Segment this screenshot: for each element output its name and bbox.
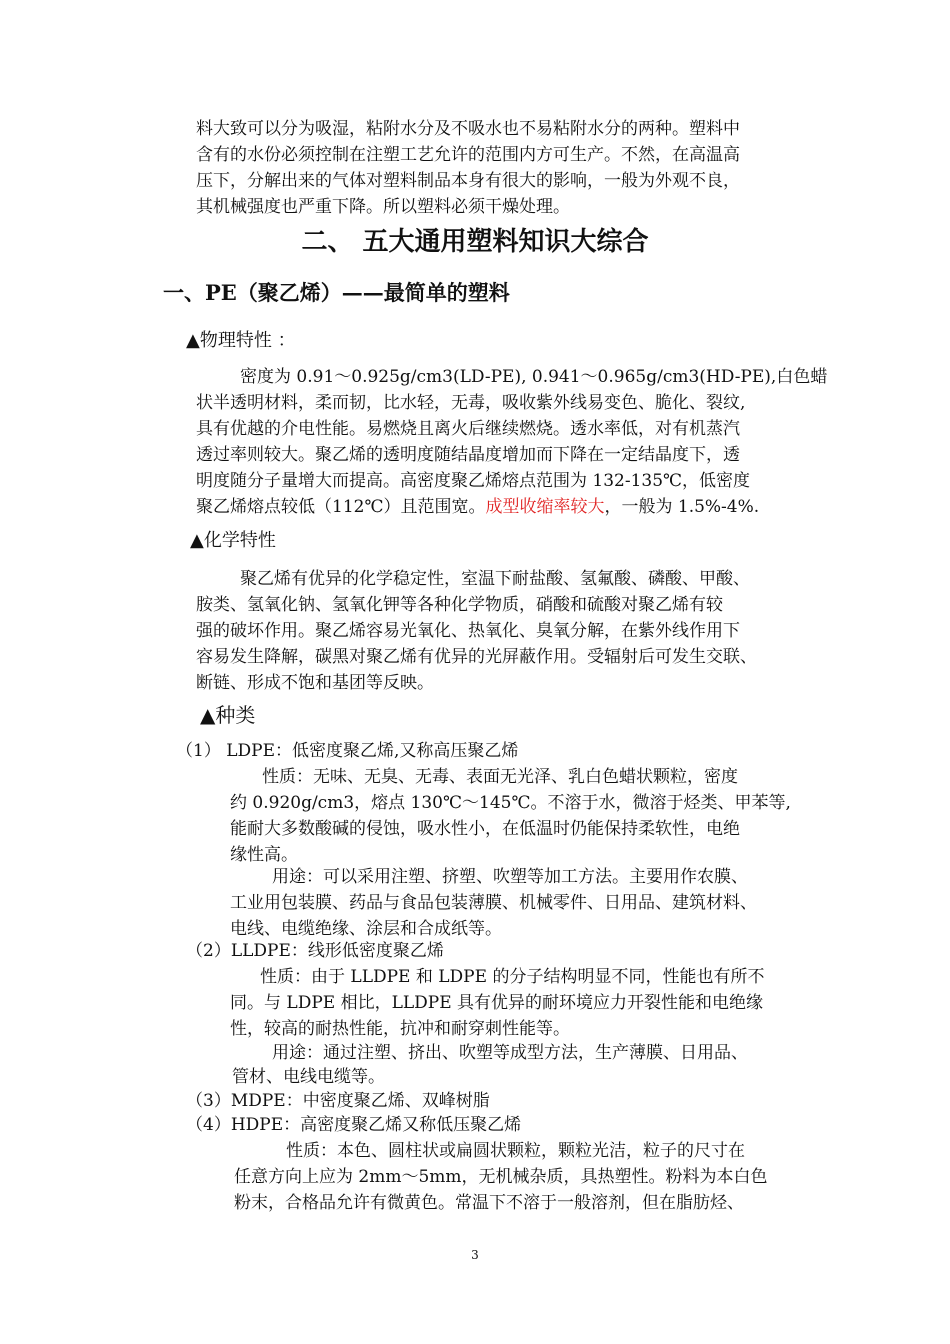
- lldpe-line: 性质：由于 LLDPE 和 LDPE 的分子结构明显不同，性能也有所不: [260, 967, 765, 987]
- ldpe-line: 电线、电缆绝缘、涂层和合成纸等。: [230, 919, 502, 939]
- physical-line: 具有优越的介电性能。易燃烧且离火后继续燃烧。透水率低，对有机蒸汽: [196, 419, 740, 439]
- intro-line: 压下，分解出来的气体对塑料制品本身有很大的影响，一般为外观不良，: [196, 171, 740, 191]
- lldpe-line: 用途：通过注塑、挤出、吹塑等成型方法，生产薄膜、日用品、: [272, 1043, 748, 1063]
- chemical-line: 聚乙烯有优异的化学稳定性，室温下耐盐酸、氢氟酸、磷酸、甲酸、: [240, 569, 750, 589]
- physical-line: 密度为 0.91～0.925g/cm3(LD-PE), 0.941～0.965g/cm3(HD-PE),白色蜡: [240, 367, 828, 387]
- lldpe-line: 管材、电线电缆等。: [232, 1067, 385, 1087]
- lldpe-line: 性，较高的耐热性能，抗冲和耐穿刺性能等。: [230, 1019, 570, 1039]
- chemical-line: 强的破坏作用。聚乙烯容易光氧化、热氧化、臭氧分解，在紫外线作用下: [196, 621, 740, 641]
- subsection-title: 一、PE（聚乙烯）——最简单的塑料: [163, 280, 510, 305]
- chemical-line: 胺类、氢氧化钠、氢氧化钾等各种化学物质，硝酸和硫酸对聚乙烯有较: [196, 595, 723, 615]
- physical-line: 明度随分子量增大而提高。高密度聚乙烯熔点范围为 132-135℃，低密度: [196, 471, 751, 491]
- hdpe-line: 性质：本色、圆柱状或扁圆状颗粒，颗粒光洁，粒子的尺寸在: [286, 1141, 745, 1161]
- types-heading: ▲种类: [200, 703, 256, 727]
- physical-line: 状半透明材料，柔而韧，比水轻，无毒，吸收紫外线易变色、脆化、裂纹,: [196, 393, 746, 413]
- page-number: 3: [471, 1248, 479, 1262]
- physical-heading: ▲物理特性 ：: [186, 330, 296, 351]
- ldpe-line: 用途：可以采用注塑、挤塑、吹塑等加工方法。主要用作农膜、: [272, 867, 748, 887]
- physical-last-pre: 聚乙烯熔点较低（112℃）且范围宽。: [196, 497, 486, 517]
- hdpe-line: 粉末，合格品允许有微黄色。常温下不溶于一般溶剂，但在脂肪烃、: [234, 1193, 744, 1213]
- hdpe-title: （4）HDPE：高密度聚乙烯又称低压聚乙烯: [186, 1115, 522, 1135]
- ldpe-line: 性质：无味、无臭、无毒、表面无光泽、乳白色蜡状颗粒，密度: [262, 767, 738, 787]
- physical-last-post: ，一般为 1.5%-4%.: [604, 497, 760, 517]
- ldpe-line: 能耐大多数酸碱的侵蚀，吸水性小，在低温时仍能保持柔软性，电绝: [230, 819, 740, 839]
- lldpe-line: 同。与 LDPE 相比，LLDPE 具有优异的耐环境应力开裂性能和电绝缘: [230, 993, 764, 1013]
- ldpe-title: （1） LDPE：低密度聚乙烯,又称高压聚乙烯: [176, 741, 519, 761]
- chemical-line: 容易发生降解，碳黑对聚乙烯有优异的光屏蔽作用。受辐射后可发生交联、: [196, 647, 757, 667]
- ldpe-line: 约 0.920g/cm3，熔点 130℃～145℃。不溶于水，微溶于烃类、甲苯等,: [230, 793, 791, 813]
- hdpe-line: 任意方向上应为 2mm～5mm，无机械杂质，具热塑性。粉料为本白色: [234, 1167, 768, 1187]
- intro-line: 料大致可以分为吸湿，粘附水分及不吸水也不易粘附水分的两种。塑料中: [196, 119, 740, 139]
- physical-line: [196, 494, 759, 520]
- intro-line: 含有的水份必须控制在注塑工艺允许的范围内方可生产。不然，在高温高: [196, 145, 740, 165]
- section-title: 二、 五大通用塑料知识大综合: [301, 227, 649, 257]
- chemical-heading: ▲化学特性: [190, 530, 276, 551]
- intro-line: 其机械强度也严重下降。所以塑料必须干燥处理。: [196, 197, 570, 217]
- lldpe-title: （2）LLDPE：线形低密度聚乙烯: [186, 941, 444, 961]
- ldpe-line: 缘性高。: [230, 845, 298, 865]
- chemical-line: 断链、形成不饱和基团等反映。: [196, 673, 434, 693]
- physical-line: 透过率则较大。聚乙烯的透明度随结晶度增加而下降在一定结晶度下，透: [196, 445, 740, 465]
- ldpe-line: 工业用包装膜、药品与食品包装薄膜、机械零件、日用品、建筑材料、: [230, 893, 757, 913]
- highlighted-shrinkage-text: 成型收缩率较大: [485, 497, 605, 517]
- mdpe-title: （3）MDPE：中密度聚乙烯、双峰树脂: [186, 1091, 490, 1111]
